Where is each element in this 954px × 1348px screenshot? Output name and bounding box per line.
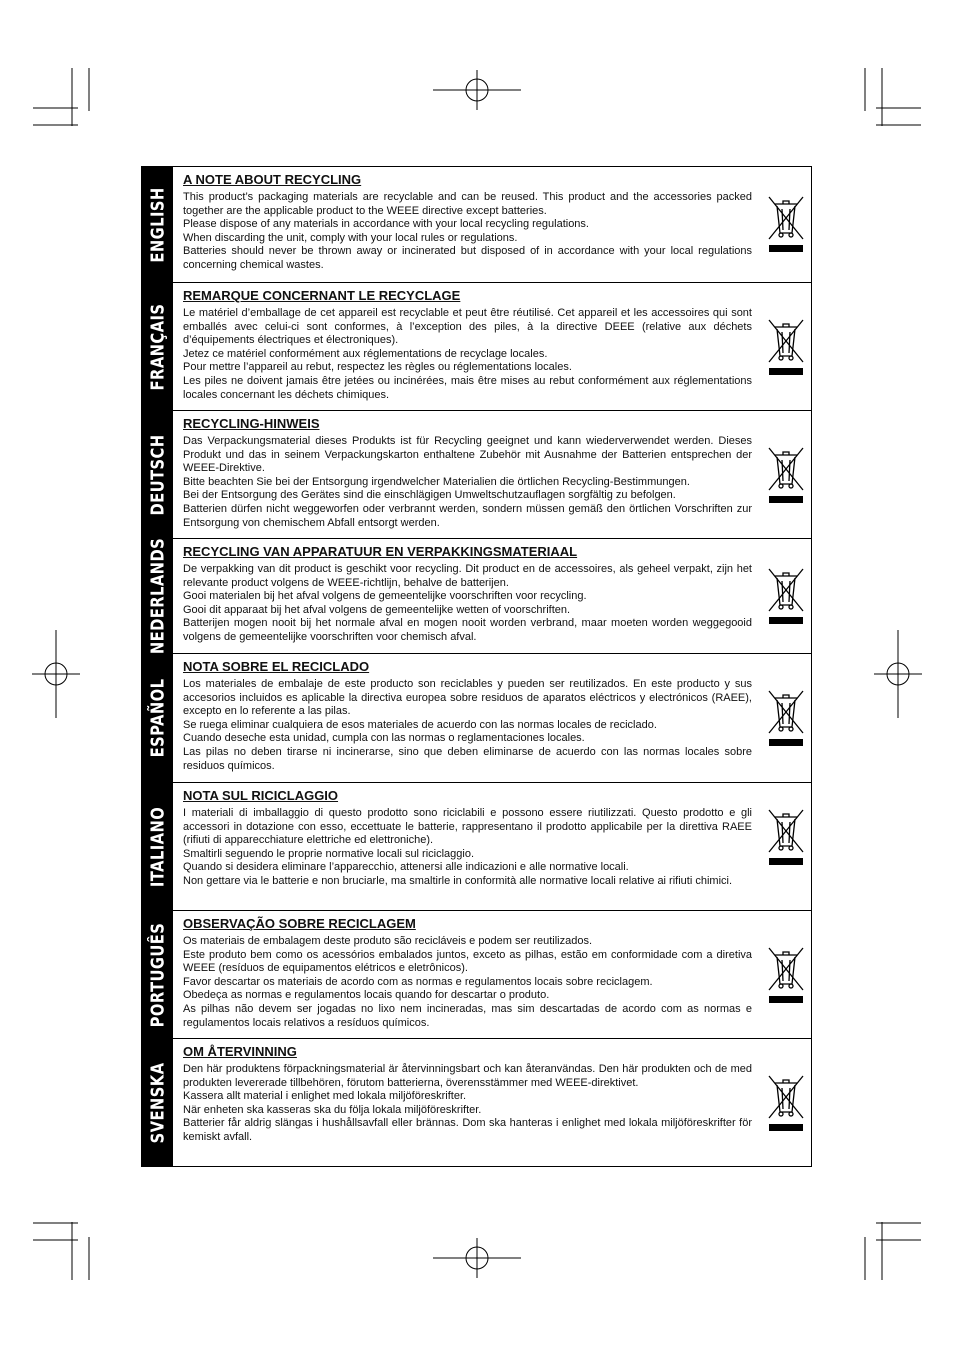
section-espanol (142, 653, 811, 782)
paragraph: Bitte beachten Sie bei der Entsorgung irgendwelcher Materialien die örtlichen Recycling-Bestimmungen. (183, 475, 690, 488)
section-italiano-content (183, 788, 752, 889)
language-tab-espanol (142, 654, 173, 782)
paragraph: Non gettare via le batterie e non bruciarle, ma smaltirle in conformità alle normative locali relative ai rifiuti chimici. (183, 874, 733, 887)
language-tab-label: NEDERLANDS (147, 537, 168, 655)
paragraph: Das Verpackungsmaterial dieses Produkts ist für Recycling geeignet und kann wiederverwendet werden. Dieses Produkt und das in seinem Verpackungskarton enthaltene Zubehör mit Ausnahme der Batterien entsprechen der WEEE-Direktive. (183, 435, 752, 475)
language-tab-deutsch (142, 411, 173, 538)
section-espanol-title: NOTA SOBRE EL RECICLADO (183, 659, 370, 674)
paragraph: As pilhas não devem ser jogadas no lixo nem incineradas, mas sim descartadas de acordo com as normas e regulamentos locais relativos a resíduos químicos. (183, 1002, 752, 1029)
paragraph: Os materiais de embalagem deste produto são recicláveis e podem ser reutilizados. (183, 935, 593, 947)
paragraph: Kassera allt material i enlighet med lokala miljöföreskrifter. (183, 1090, 467, 1103)
paragraph: När enheten ska kasseras ska du följa lokala miljöföreskrifter. (183, 1103, 482, 1116)
section-espanol-content (183, 659, 752, 773)
section-deutsch-content (183, 416, 752, 530)
language-tab-label: SVENSKA (147, 1062, 168, 1143)
section-nederlands (142, 538, 811, 653)
language-tab-label: FRANÇAIS (147, 303, 168, 390)
section-svenska-title: OM ÅTERVINNING (183, 1044, 297, 1059)
recycling-notice-table (141, 166, 812, 1167)
weee-crossed-bin-icon (767, 689, 805, 747)
section-deutsch (142, 410, 811, 538)
paragraph: Favor descartar os materiais de acordo com as normas e regulamentos locais sobre reciclagem. (183, 975, 653, 988)
section-nederlands-title: RECYCLING VAN APPARATUUR EN VERPAKKINGSMATERIAAL (183, 544, 578, 559)
language-tab-portugues (142, 911, 173, 1038)
weee-crossed-bin-icon (767, 946, 805, 1004)
paragraph: Please dispose of any materials in accordance with your local recycling regulations. (183, 218, 589, 231)
paragraph: Se ruega eliminar cualquiera de esos materiales de acuerdo con las normas locales de reciclado. (183, 718, 657, 731)
paragraph: Pour mettre l’appareil au rebut, respectez les règles ou réglementations locales. (183, 361, 572, 374)
section-portugues-title: OBSERVAÇÃO SOBRE RECICLAGEM (183, 916, 416, 931)
paragraph: When discarding the unit, comply with your local rules or regulations. (183, 231, 518, 244)
paragraph: Obedeça as normas e regulamentos locais quando for descartar o produto. (183, 989, 550, 1002)
paragraph: Bei der Entsorgung des Gerätes sind die einschlägigen Umweltschutzauflagen sorgfältig zu befolgen. (183, 489, 676, 502)
language-tab-label: DEUTSCH (147, 433, 168, 516)
paragraph: Gooi dit apparaat bij het afval volgens de gemeentelijke wetten of voorschriften. (183, 603, 571, 616)
section-francais-title: REMARQUE CONCERNANT LE RECYCLAGE (183, 288, 461, 303)
paragraph: This product’s packaging materials are recyclable and can be reused. This product and the accessories packed together are the applicable product to the WEEE directive except batteries. (183, 191, 752, 217)
language-tab-label: ITALIANO (147, 806, 168, 887)
section-nederlands-content (183, 544, 752, 645)
paragraph: Den här produktens förpackningsmaterial är återvinningsbart och kan återanvändas. Den här produkten och de med produkten levererade tillbehören, förutom batterierna, överensstämmer med WEEE-direktivet. (183, 1063, 752, 1089)
paragraph: De verpakking van dit product is geschikt voor recycling. Dit product en de accessoires, als geheel verpakt, zijn het relevante product volgens de WEEE-richtlijn, behalve de batterijen. (183, 563, 752, 589)
section-svenska (142, 1038, 811, 1166)
language-tab-english (142, 167, 173, 282)
paragraph: Quando si desidera eliminare l’apparecchio, attenersi alle indicazioni e alle normative locali. (183, 861, 629, 874)
paragraph: Este produto bem como os acessórios embalados juntos, exceto as pilhas, estão em conformidade com a diretiva WEEE (resíduos de equipamentos elétricos e eletrônicos). (183, 948, 752, 975)
section-deutsch-title: RECYCLING-HINWEIS (183, 416, 320, 431)
weee-crossed-bin-icon (767, 1074, 805, 1132)
language-tab-francais (142, 283, 173, 410)
section-italiano (142, 782, 811, 910)
language-tab-label: PORTUGUÊS (147, 922, 168, 1027)
section-italiano-title: NOTA SUL RICICLAGGIO (183, 788, 339, 803)
section-portugues (142, 910, 811, 1038)
weee-crossed-bin-icon (767, 195, 805, 253)
section-english (142, 167, 811, 282)
language-tab-nederlands (142, 539, 173, 653)
language-tab-label: ESPAÑOL (147, 678, 168, 758)
weee-crossed-bin-icon (767, 567, 805, 625)
weee-crossed-bin-icon (767, 808, 805, 866)
language-tab-italiano (142, 783, 173, 910)
section-francais-content (183, 288, 752, 402)
section-svenska-content (183, 1044, 752, 1145)
section-portugues-content (183, 916, 752, 1030)
paragraph: I materiali di imballaggio di questo prodotto sono riciclabili e possono essere riutilizzati. Questo prodotto e gli accessori in dotazione con esso, eccettuate le batterie, rappresentano il prodotto applicabile per la direttiva RAEE (rifiuti di apparecchiature elettriche ed elettroniche). (183, 807, 752, 847)
paragraph: Smaltirli seguendo le proprie normative locali sul riciclaggio. (183, 847, 475, 860)
section-english-content (183, 172, 752, 273)
weee-crossed-bin-icon (767, 446, 805, 504)
paragraph: Batterier får aldrig slängas i hushållsavfall eller brännas. Dom ska hanteras i enlighet med lokala miljöföreskrifter för kemiskt avfall. (183, 1117, 752, 1143)
paragraph: Batterien dürfen nicht weggeworfen oder verbrannt werden, sondern müssen gemäß den örtlichen Vorschriften zur Entsorgung von chemischem Abfall entsorgt werden. (183, 502, 752, 529)
paragraph: Batteries should never be thrown away or incinerated but disposed of in accordance with your local regulations concerning chemical wastes. (183, 245, 752, 271)
section-english-title: A NOTE ABOUT RECYCLING (183, 172, 362, 187)
paragraph: Los materiales de embalaje de este producto son reciclables y pueden ser reutilizados. En este producto y sus accesorios incluidos es aplicable la directiva europea sobre residuos de aparatos eléctricos y electrónicos (RAEE), excepto en lo referente a las pilas. (183, 678, 752, 718)
paragraph: Las pilas no deben tirarse ni incinerarse, sino que deben eliminarse de acuerdo con las normas locales sobre residuos químicos. (183, 745, 752, 772)
paragraph: Jetez ce matériel conformément aux réglementations de recyclage locales. (183, 347, 548, 360)
section-francais (142, 282, 811, 410)
language-tab-label: ENGLISH (147, 186, 168, 263)
paragraph: Gooi materialen bij het afval volgens de gemeentelijke voorschriften voor recycling. (183, 590, 587, 603)
language-tab-svenska (142, 1039, 173, 1166)
weee-crossed-bin-icon (767, 318, 805, 376)
paragraph: Cuando deseche esta unidad, cumpla con las normas o reglamentaciones locales. (183, 732, 585, 745)
paragraph: Batterijen mogen nooit bij het normale afval en mogen nooit worden verbrand, maar moeten worden weggegooid volgens de gemeentelijke voorschriften voor chemisch afval. (183, 617, 752, 643)
paragraph: Le matériel d’emballage de cet appareil est recyclable et peut être réutilisé. Cet appareil et les accessoires qui sont emballés avec celui-ci sont conformes, à l’exception des piles, à la directive DEEE (relative aux déchets d’équipements électriques et électroniques). (183, 307, 752, 347)
paragraph: Les piles ne doivent jamais être jetées ou incinérées, mais être mises au rebut conformément aux réglementations locales concernant les déchets chimiques. (183, 374, 752, 401)
